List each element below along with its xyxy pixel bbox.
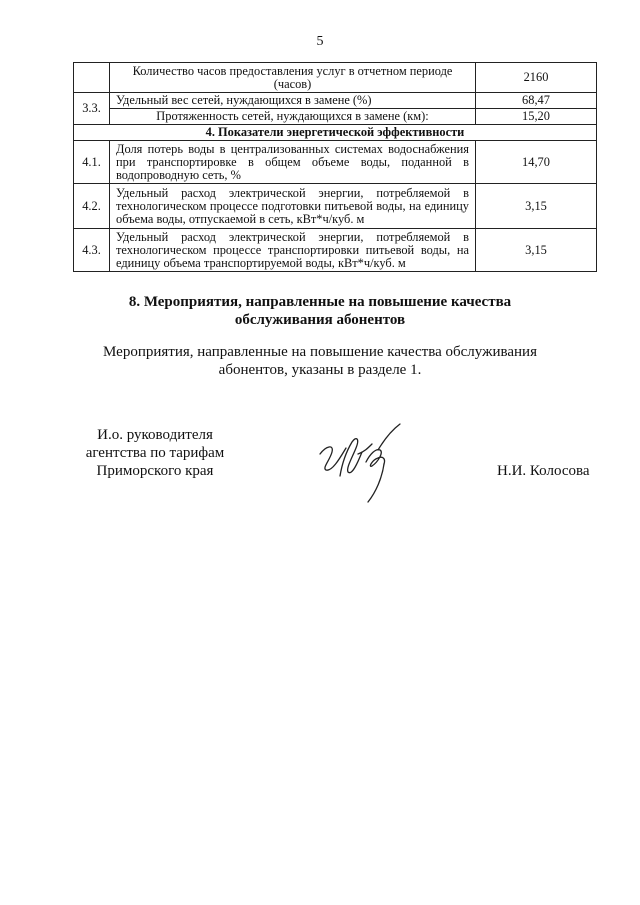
section-8-text bbox=[0, 343, 640, 379]
text-line: Мероприятия, направленные на повышение качества обслуживания bbox=[103, 344, 537, 360]
row-description: Количество часов предоставления услуг в отчетном периоде (часов) bbox=[110, 63, 476, 93]
title-line: И.о. руководителя bbox=[97, 427, 213, 443]
indicators-table bbox=[73, 62, 597, 272]
row-number: 4.3. bbox=[74, 229, 110, 272]
title-line: агентства по тарифам bbox=[85, 445, 225, 461]
row-value: 14,70 bbox=[476, 141, 597, 184]
section-header-row bbox=[74, 125, 597, 141]
row-value: 2160 bbox=[476, 63, 597, 93]
row-number: 4.2. bbox=[74, 184, 110, 229]
signatory-title bbox=[70, 426, 240, 480]
row-description: Удельный вес сетей, нуждающихся в замене (%) bbox=[110, 93, 476, 109]
table-row bbox=[74, 63, 597, 93]
heading-line: обслуживания абонентов bbox=[234, 312, 406, 328]
row-value: 15,20 bbox=[476, 109, 597, 125]
table-row bbox=[74, 141, 597, 184]
table-row bbox=[74, 93, 597, 109]
row-value: 3,15 bbox=[476, 184, 597, 229]
row-description: Удельный расход электрической энергии, потребляемой в технологическом процессе подготовки питьевой воды, на единицу объема воды, отпускаемой в сеть, кВт*ч/куб. м bbox=[110, 184, 476, 229]
title-line: Приморского края bbox=[96, 463, 214, 479]
row-number: 3.3. bbox=[74, 93, 110, 125]
row-number: 4.1. bbox=[74, 141, 110, 184]
table-row bbox=[74, 109, 597, 125]
handwritten-signature bbox=[312, 418, 412, 518]
signatory-name: Н.И. Колосова bbox=[497, 463, 590, 479]
row-description: Протяженность сетей, нуждающихся в замене (км): bbox=[110, 109, 476, 125]
page-number: 5 bbox=[316, 34, 324, 49]
table-row bbox=[74, 184, 597, 229]
text-line: абонентов, указаны в разделе 1. bbox=[218, 362, 422, 378]
row-number-cell bbox=[74, 63, 110, 93]
section-title: 4. Показатели энергетической эффективности bbox=[74, 125, 597, 141]
section-8-heading bbox=[0, 293, 640, 329]
row-description: Удельный расход электрической энергии, потребляемой в технологическом процессе транспортировки питьевой воды, на единицу объема транспортируемой воды, кВт*ч/куб. м bbox=[110, 229, 476, 272]
row-value: 3,15 bbox=[476, 229, 597, 272]
heading-line: 8. Мероприятия, направленные на повышение качества bbox=[128, 294, 512, 310]
row-description: Доля потерь воды в централизованных системах водоснабжения при транспортировке в общем объеме воды, поданной в водопроводную сеть, % bbox=[110, 141, 476, 184]
table-row bbox=[74, 229, 597, 272]
row-value: 68,47 bbox=[476, 93, 597, 109]
